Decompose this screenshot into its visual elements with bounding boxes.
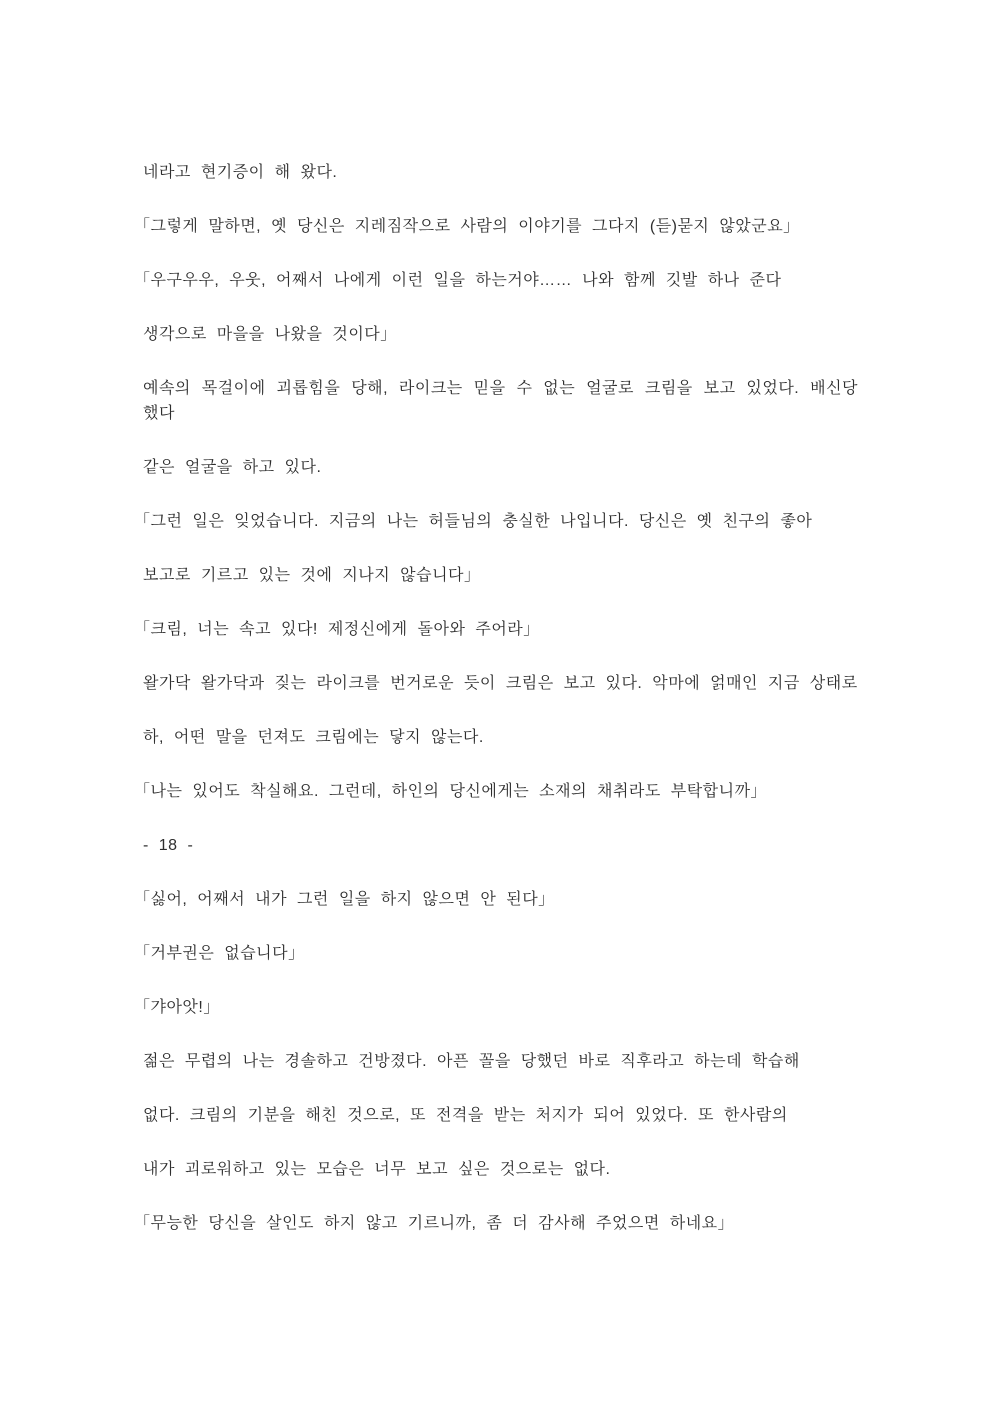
text-line: 같은 얼굴을 하고 있다. [143,459,322,476]
page-number [134,833,858,858]
text-line: 예속의 목걸이에 괴롭힘을 당해, 라이크는 믿을 수 없는 얼굴로 크림을 보고 있었다. 배신당 [143,380,858,397]
paragraph-narration [134,1049,858,1074]
paragraph-narration [134,671,858,696]
text-line: 「나는 있어도 착실해요. 그런데, 하인의 당신에게는 소재의 채취라도 부탁합니까」 [134,783,768,800]
text-line: 「크림, 너는 속고 있다! 제정신에게 돌아와 주어라」 [134,621,540,638]
text-line: 「그렇게 말하면, 옛 당신은 지레짐작으로 사람의 이야기를 그다지 (듣)묻지 않았군요」 [134,218,800,235]
text-line: 「그런 일은 잊었습니다. 지금의 나는 허들님의 충실한 나입니다. 당신은 옛 친구의 좋아 [134,513,813,530]
text-line: 「싫어, 어째서 내가 그런 일을 하지 않으면 안 된다」 [134,891,555,908]
paragraph-narration [134,1157,858,1182]
paragraph-narration [134,322,858,347]
text-line: 없다. 크림의 기분을 해친 것으로, 또 전격을 받는 처지가 되어 있었다. 또 한사람의 [143,1107,788,1124]
text-line: 하, 어떤 말을 던져도 크림에는 닿지 않는다. [143,729,484,746]
paragraph-narration [134,160,858,185]
text-line: 내가 괴로워하고 있는 모습은 너무 보고 싶은 것으로는 없다. [143,1161,611,1178]
text-line: 했다 [143,405,175,422]
text-line: 「무능한 당신을 살인도 하지 않고 기르니까, 좀 더 감사해 주었으면 하네요」 [134,1215,735,1232]
paragraph-narration [134,376,858,426]
text-line: 네라고 현기증이 해 왔다. [143,164,338,181]
paragraph-dialogue [134,509,858,534]
paragraph-narration [134,725,858,750]
text-line: 「거부권은 없습니다」 [134,945,305,962]
text-line: 젊은 무렵의 나는 경솔하고 건방졌다. 아픈 꼴을 당했던 바로 직후라고 하는데 학습해 [143,1053,800,1070]
paragraph-dialogue [134,779,858,804]
text-line: 왈가닥 왈가닥과 짖는 라이크를 번거로운 듯이 크림은 보고 있다. 악마에 얽매인 지금 상태로 [143,675,858,692]
paragraph-dialogue [134,1211,858,1236]
paragraph-dialogue [134,214,858,239]
text-line: 보고로 기르고 있는 것에 지나지 않습니다」 [143,567,481,584]
text-line: 「갸아앗!」 [134,999,220,1016]
paragraph-narration [134,455,858,480]
text-line: 생각으로 마을을 나왔을 것이다」 [143,326,397,343]
paragraph-narration [134,563,858,588]
paragraph-dialogue [134,941,858,966]
paragraph-dialogue [134,887,858,912]
paragraph-dialogue [134,617,858,642]
page-number-label: - 18 - [143,837,194,854]
paragraph-narration [134,1103,858,1128]
page-content [134,160,858,1265]
paragraph-dialogue [134,995,858,1020]
paragraph-dialogue [134,268,858,293]
text-line: 「우구우우, 우웃, 어째서 나에게 이런 일을 하는거야…… 나와 함께 깃발 하나 준다 [134,272,782,289]
